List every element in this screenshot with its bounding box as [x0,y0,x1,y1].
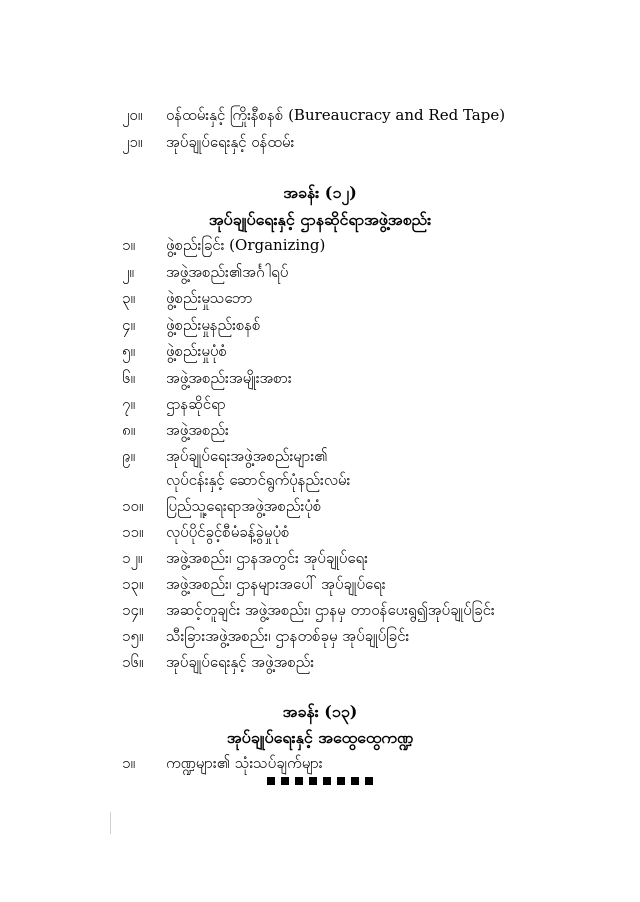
toc-item-text: ဖွဲ့စည်းခြင်း (Organizing) [166,236,326,254]
toc-item [122,393,226,415]
toc-item-text: ဖွဲ့စည်းမှုသဘော [166,289,253,307]
toc-item-text: အုပ်ချုပ်ရေးနှင့် အဖွဲ့အစည်း [166,653,315,671]
toc-item [122,547,368,569]
toc-item [122,651,314,673]
section-end-ornament [0,777,640,785]
ornament-square [267,777,275,785]
toc-item-number: ၁၆။ [122,653,144,671]
toc-item-text: အဖွဲ့အစည်း [166,421,229,439]
toc-item-number: ၁၀။ [122,497,144,515]
ornament-square [295,777,303,785]
toc-item-text: အဖွဲ့အစည်း၏အင်္ဂါရပ် [166,263,289,281]
toc-item [122,234,325,256]
toc-item-text: အုပ်ချုပ်ရေးနှင့် ဝန်ထမ်း [166,133,295,151]
toc-item-text: ကဏ္ဍများ၏ သုံးသပ်ချက်များ [166,754,323,772]
toc-item-continuation: လုပ်ငန်းနှင့် ဆောင်ရွက်ပုံနည်းလမ်း [166,471,351,489]
toc-item-text: ဖွဲ့စည်းမှုနည်းစနစ် [166,316,261,334]
toc-item-number: ၈။ [122,421,136,439]
page-margin-mark [110,812,111,834]
toc-item [122,314,261,336]
ornament-square [365,777,373,785]
toc-item-text: ဝန်ထမ်းနှင့် ကြိုးနီစနစ် (Bureaucracy and Red Tape) [166,106,506,124]
toc-item [122,573,386,595]
toc-item [122,131,294,153]
toc-item-number: ၄။ [122,316,135,334]
ornament-square [337,777,345,785]
toc-item-number: ၁၅။ [122,627,144,645]
toc-item [122,495,321,517]
ornament-square [323,777,331,785]
toc-item-text: သီးခြားအဖွဲ့အစည်း၊ ဌာနတစ်ခုမှ အုပ်ချုပ်ခြင်း [166,627,410,645]
toc-item [122,521,289,543]
toc-item-number: ၁။ [122,754,135,772]
toc-item [122,625,409,647]
toc-item-number: ၁၄။ [122,601,144,619]
toc-item-text: အဖွဲ့အစည်းအမျိုးအစား [166,369,292,387]
ornament-square [351,777,359,785]
toc-item-text: ပြည်သူ့ရေးရာအဖွဲ့အစည်းပုံစံ [166,497,322,515]
toc-item-number: ၆။ [122,369,135,387]
toc-item-text: အဖွဲ့အစည်း၊ ဌာနများအပေါ် အုပ်ချုပ်ရေး [166,575,386,593]
toc-item [122,367,292,389]
toc-item-number: ၇။ [122,395,135,413]
toc-item-number: ၁၂။ [122,549,143,567]
toc-item-number: ၂၀။ [122,106,143,124]
toc-item-text: အဖွဲ့အစည်း၊ ဌာနအတွင်း အုပ်ချုပ်ရေး [166,549,368,567]
toc-item-number: ၁။ [122,236,135,254]
toc-item-text: ဖွဲ့စည်းမှုပုံစံ [166,342,227,360]
toc-item [122,340,227,362]
toc-item [122,287,253,309]
toc-item-number: ၁၃။ [122,575,144,593]
toc-item-number: ၉။ [122,447,135,465]
ornament-square [281,777,289,785]
chapter-12-title: အုပ်ချုပ်ရေးနှင့် ဌာနဆိုင်ရာအဖွဲ့အစည်း [208,210,432,229]
toc-item-text: အုပ်ချုပ်ရေးအဖွဲ့အစည်းများ၏ [166,447,328,465]
toc-item [122,445,328,467]
chapter-13-heading: အခန်း (၁၃) [282,702,358,721]
toc-item [122,104,505,126]
toc-item [122,261,288,283]
toc-item-text: အဆင့်တူချင်း အဖွဲ့အစည်း၊ ဌာနမှ တာဝန်ပေးရွ၍အုပ်ချုပ်ခြင်း [166,601,495,619]
toc-item [122,599,495,621]
toc-item-number: ၂။ [122,263,134,281]
chapter-13-title: အုပ်ချုပ်ရေးနှင့် အထွေထွေကဏ္ဍ [226,728,414,747]
toc-item-number: ၃။ [122,289,135,307]
toc-item-text: လုပ်ပိုင်ခွင့်စီမံခန့်ခွဲမှုပုံစံ [166,523,290,541]
toc-item [122,419,229,441]
toc-item-number: ၂၁။ [122,133,143,151]
toc-item-number: ၅။ [122,342,135,360]
toc-item-text: ဌာနဆိုင်ရာ [166,395,226,413]
ornament-square [309,777,317,785]
chapter-12-heading: အခန်း (၁၂) [283,183,357,202]
toc-item-number: ၁၁။ [122,523,144,541]
toc-item [122,752,323,774]
